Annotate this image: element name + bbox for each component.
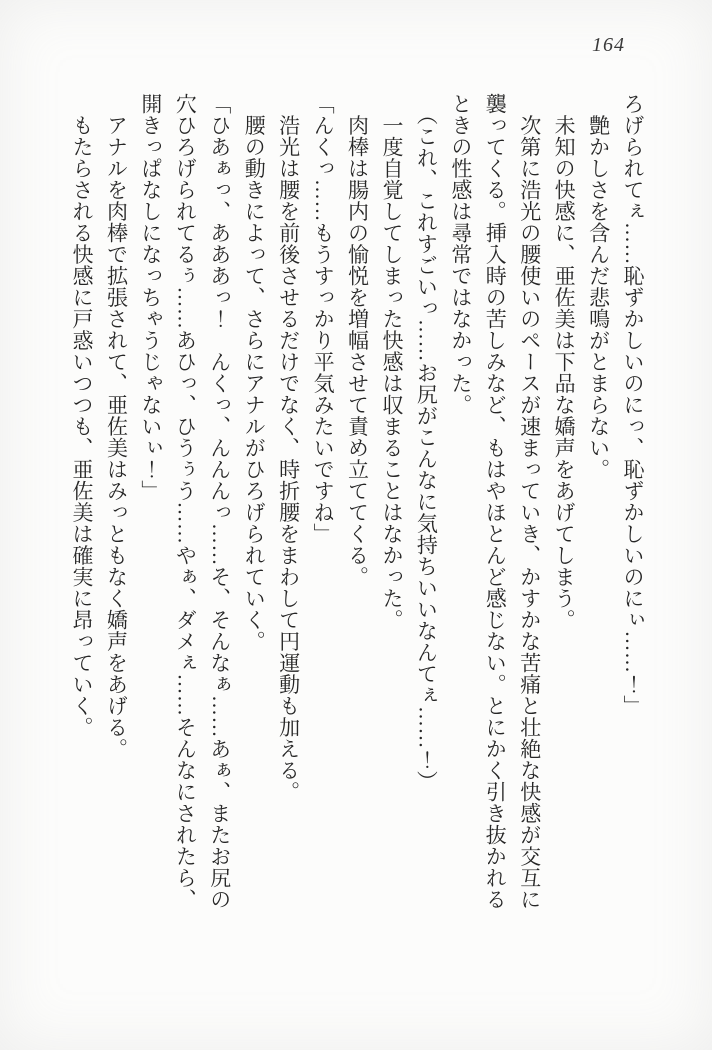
text-line: 穴ひろげられてるぅ……あひっ、ひうぅう……やぁ、ダメぇ……そんなにされたら、 xyxy=(173,93,198,910)
text-line: ろげられてぇ……恥ずかしいのにっ、恥ずかしいのにぃ……！」 xyxy=(621,93,645,717)
text-line: 襲ってくる。挿入時の苦しみなど、もはやほとんど感じない。とにかく引き抜かれる xyxy=(483,93,508,910)
page-number: 164 xyxy=(592,34,625,56)
text-line: 一度自覚してしまった快感は収まることはなかった。 xyxy=(379,93,404,631)
text-line: 「ひあぁっ、あああっ！ んくっ、んんんっ……そ、そんなぁ……あぁ、またお尻の xyxy=(207,93,232,910)
text-line: 開きっぱなしになっちゃうじゃないぃ！」 xyxy=(138,93,163,502)
text-line: ときの性感は尋常ではなかった。 xyxy=(448,93,473,416)
text-line: 浩光は腰を前後させるだけでなく、時折腰をまわして円運動も加える。 xyxy=(276,93,301,803)
text-line: 「んくっ……もうすっかり平気みたいですね」 xyxy=(311,93,336,545)
text-line: （これ、これすごいっ……お尻がこんなに気持ちいいなんてぇ……！） xyxy=(414,93,439,792)
text-line: 腰の動きによって、さらにアナルがひろげられていく。 xyxy=(242,93,267,652)
text-line: 肉棒は腸内の愉悦を増幅させて責め立ててくる。 xyxy=(345,93,370,588)
text-line: アナルを肉棒で拡張されて、亜佐美はみっともなく嬌声をあげる。 xyxy=(104,93,129,760)
text-line: 次第に浩光の腰使いのペースが速まっていき、かすかな苦痛と壮絶な快感が交互に xyxy=(517,93,542,910)
text-line: 艶かしさを含んだ悲鳴がとまらない。 xyxy=(586,93,611,480)
text-line: 未知の快感に、亜佐美は下品な嬌声をあげてしまう。 xyxy=(552,93,577,631)
text-line: もたらされる快感に戸惑いつつも、亜佐美は確実に昂っていく。 xyxy=(70,93,94,738)
book-page-text xyxy=(65,93,650,963)
